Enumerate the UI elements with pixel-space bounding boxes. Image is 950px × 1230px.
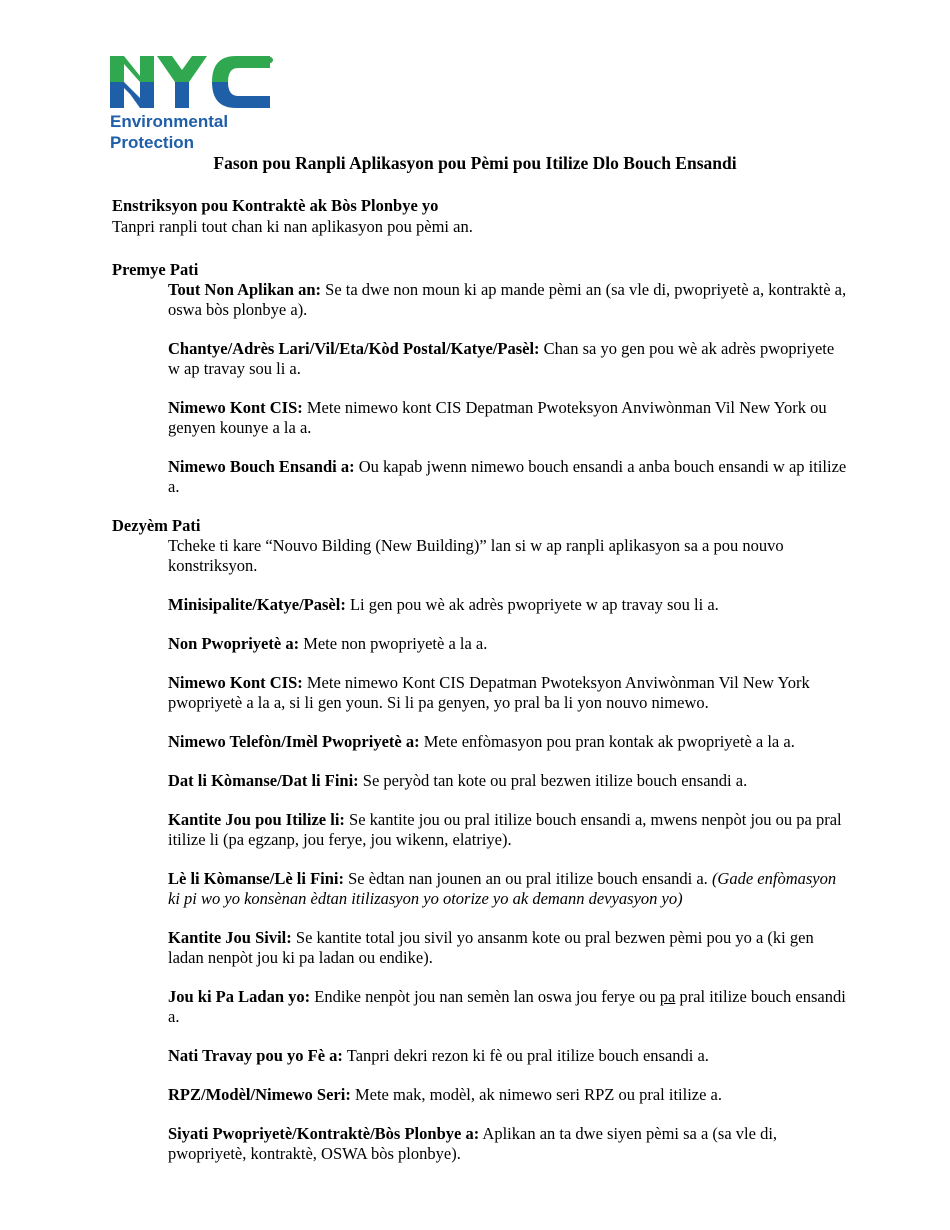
item-label: Lè li Kòmanse/Lè li Fini: (168, 869, 344, 888)
part-2-item (168, 771, 848, 791)
item-text: Ou kapab jwenn nimewo bouch ensandi a anba bouch ensandi w ap itilize a. (168, 457, 847, 496)
item-text: Chan sa yo gen pou wè ak adrès pwopriyete w ap travay sou li a. (168, 339, 835, 378)
part-2-item (168, 634, 848, 654)
nyc-dep-logo (110, 54, 280, 152)
item-underlined-word: pa (659, 987, 676, 1006)
part-2-item (168, 810, 848, 850)
item-note: (Gade enfòmasyon ki pi wo yo konsènan èdtan itilizasyon yo otorize yo ak demann devyasyon yo) (168, 869, 837, 908)
item-label: Nimewo Kont CIS: (168, 673, 303, 692)
item-text: Se ta dwe non moun ki ap mande pèmi an (sa vle di, pwopriyetè a, kontraktè a, oswa bòs plonbye a). (168, 280, 847, 319)
part-2-item (168, 595, 848, 615)
part-2-item (168, 987, 848, 1027)
item-text: Mete enfòmasyon pou pran kontak ak pwopriyetè a la a. (419, 732, 795, 751)
item-label: Minisipalite/Katye/Pasèl: (168, 595, 346, 614)
item-label: Nimewo Bouch Ensandi a: (168, 457, 355, 476)
item-label: Nimewo Telefòn/Imèl Pwopriyetè a: (168, 732, 420, 751)
item-label: Kantite Jou Sivil: (168, 928, 292, 947)
item-text: Se kantite total jou sivil yo ansanm kote ou pral bezwen pèmi pou yo a (ki gen ladan nenpòt jou ki pa ladan ou endike). (168, 928, 814, 967)
item-text: Mete nimewo Kont CIS Depatman Pwoteksyon Anviwònman Vil New York pwopriyetè a la a, si li gen youn. Si li pa genyen, yo pral ba li yon nouvo nimewo. (168, 673, 810, 712)
nyc-logo-mark (110, 54, 275, 110)
item-label: Kantite Jou pou Itilize li: (168, 810, 345, 829)
item-text: Mete non pwopriyetè a la a. (299, 634, 488, 653)
item-text: Tanpri dekri rezon ki fè ou pral itilize bouch ensandi a. (342, 1046, 709, 1065)
part-1-heading: Premye Pati (112, 260, 199, 279)
part-2-item (168, 732, 848, 752)
logo-line-1: Environmental (110, 112, 229, 131)
item-text-continued: pral itilize bouch ensandi a. (168, 987, 846, 1026)
item-text: Se èdtan nan jounen an ou pral itilize bouch ensandi a. (344, 869, 712, 888)
item-text: Mete mak, modèl, ak nimewo seri RPZ ou pral itilize a. (350, 1085, 723, 1104)
part-2-item (168, 673, 848, 713)
item-label: Nimewo Kont CIS: (168, 398, 303, 417)
item-label: Chantye/Adrès Lari/Vil/Eta/Kòd Postal/Katye/Pasèl: (168, 339, 540, 358)
item-label: Dat li Kòmanse/Dat li Fini: (168, 771, 359, 790)
part-2-item (168, 1124, 848, 1164)
instructions-heading: Enstriksyon pou Kontraktè ak Bòs Plonbye yo (112, 196, 439, 215)
item-label: Nati Travay pou yo Fè a: (168, 1046, 343, 1065)
part-2-item (168, 1046, 848, 1066)
part-2-lead: Tcheke ti kare “Nouvo Bilding (New Building)” lan si w ap ranpli aplikasyon sa a pou nouvo konstriksyon. (168, 536, 784, 575)
part-1-item (168, 280, 848, 320)
part-1-item (168, 339, 848, 379)
part-2-item (168, 928, 848, 968)
part-1-item (168, 457, 848, 497)
page-title: Fason pou Ranpli Aplikasyon pou Pèmi pou Itilize Dlo Bouch Ensandi (213, 153, 737, 173)
item-text: Se kantite jou ou pral itilize bouch ensandi a, mwens nenpòt jou ou pa pral itilize li (pa egzanp, jou ferye, jou wikenn, elatriye). (168, 810, 842, 849)
item-label: Jou ki Pa Ladan yo: (168, 987, 311, 1006)
item-label: Siyati Pwopriyetè/Kontraktè/Bòs Plonbye a: (168, 1124, 480, 1143)
part-2-item (168, 869, 848, 909)
item-text: Endike nenpòt jou nan semèn lan oswa jou ferye ou (310, 987, 660, 1006)
instructions-text: Tanpri ranpli tout chan ki nan aplikasyon pou pèmi an. (112, 217, 473, 236)
item-label: Non Pwopriyetè a: (168, 634, 300, 653)
logo-line-2: Protection (110, 133, 195, 152)
part-2-item (168, 1085, 848, 1105)
part-1-item (168, 398, 848, 438)
item-text: Aplikan an ta dwe siyen pèmi sa a (sa vle di, pwopriyetè, kontraktè, OSWA bòs plonbye). (168, 1124, 778, 1163)
item-label: RPZ/Modèl/Nimewo Seri: (168, 1085, 351, 1104)
item-text: Mete nimewo kont CIS Depatman Pwoteksyon Anviwònman Vil New York ou genyen kounye a la a. (168, 398, 827, 437)
item-text: Li gen pou wè ak adrès pwopriyete w ap travay sou li a. (345, 595, 719, 614)
part-2-heading: Dezyèm Pati (112, 516, 201, 535)
item-text: Se peryòd tan kote ou pral bezwen itilize bouch ensandi a. (358, 771, 748, 790)
item-label: Tout Non Aplikan an: (168, 280, 322, 299)
